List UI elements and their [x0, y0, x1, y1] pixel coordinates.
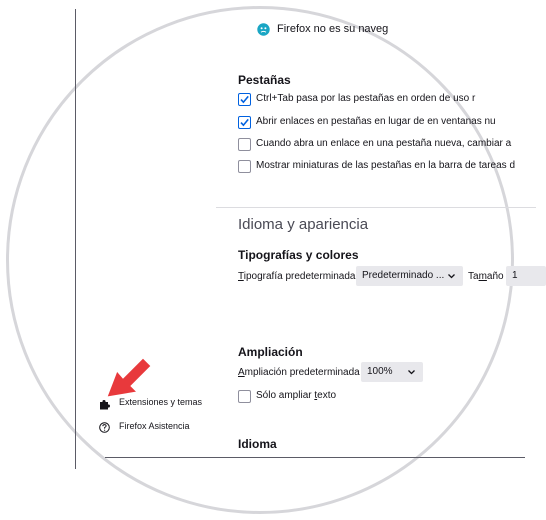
sidebar-bottom-border	[105, 457, 525, 458]
chevron-down-icon	[448, 266, 455, 294]
default-zoom-label: Ampliación predeterminada	[238, 367, 360, 378]
checkbox-switch-to-new-tab[interactable]	[238, 138, 251, 151]
zoom-text-only-label: Sólo ampliar texto	[256, 390, 337, 401]
font-size-select[interactable]	[506, 266, 546, 286]
sidebar-item-support[interactable]	[99, 419, 219, 435]
default-browser-message: Firefox no es su naveg	[277, 23, 389, 35]
tabs-heading: Pestañas	[238, 73, 291, 87]
sidebar-item-label: Firefox Asistencia	[119, 421, 190, 431]
language-heading: Idioma	[238, 437, 277, 451]
option-label-ctrl-tab: Ctrl+Tab pasa por las pestañas en orden de uso r	[256, 93, 476, 104]
default-zoom-label-rest: mpliación predeterminada	[244, 367, 360, 378]
font-size-value: 1	[512, 270, 518, 281]
font-size-label-end: año	[486, 271, 504, 282]
annotation-arrow-icon	[93, 349, 157, 410]
default-zoom-select[interactable]	[361, 362, 423, 382]
option-label-taskbar-previews: Mostrar miniaturas de las pestañas en la barra de tareas d	[256, 160, 516, 171]
zoom-heading: Ampliación	[238, 345, 303, 359]
checkbox-open-links-in-tabs[interactable]	[238, 116, 251, 129]
sidebar-item-label: Extensiones y temas	[119, 397, 203, 407]
default-font-label: Tipografía predeterminada	[238, 271, 356, 282]
magnifier-circle	[6, 6, 518, 514]
zoom-text-only-label-start: Sólo ampliar	[256, 390, 315, 401]
chevron-down-icon	[408, 362, 415, 390]
checkbox-ctrl-tab[interactable]	[238, 93, 251, 106]
font-size-label: Tamaño	[468, 271, 504, 282]
info-face-icon	[257, 23, 270, 36]
language-appearance-heading: Idioma y apariencia	[238, 216, 369, 233]
zoom-text-only-label-end: exto	[317, 390, 337, 401]
checkbox-taskbar-previews[interactable]	[238, 160, 251, 173]
checkbox-zoom-text-only[interactable]	[238, 390, 251, 403]
section-divider	[216, 207, 536, 208]
question-circle-icon	[99, 420, 110, 431]
default-font-value: Predeterminado ...	[362, 270, 445, 281]
font-size-label-start: Ta	[468, 271, 479, 282]
option-label-switch-to-new-tab: Cuando abra un enlace en una pestaña nueva, cambiar a	[256, 138, 512, 149]
option-label-open-links-in-tabs: Abrir enlaces en pestañas en lugar de en ventanas nu	[256, 116, 496, 127]
sidebar-border	[75, 9, 76, 469]
default-font-select[interactable]	[356, 266, 463, 286]
default-font-label-rest: ipografía predeterminada	[243, 271, 356, 282]
fonts-colors-heading: Tipografías y colores	[238, 248, 359, 262]
default-zoom-value: 100%	[367, 366, 393, 377]
